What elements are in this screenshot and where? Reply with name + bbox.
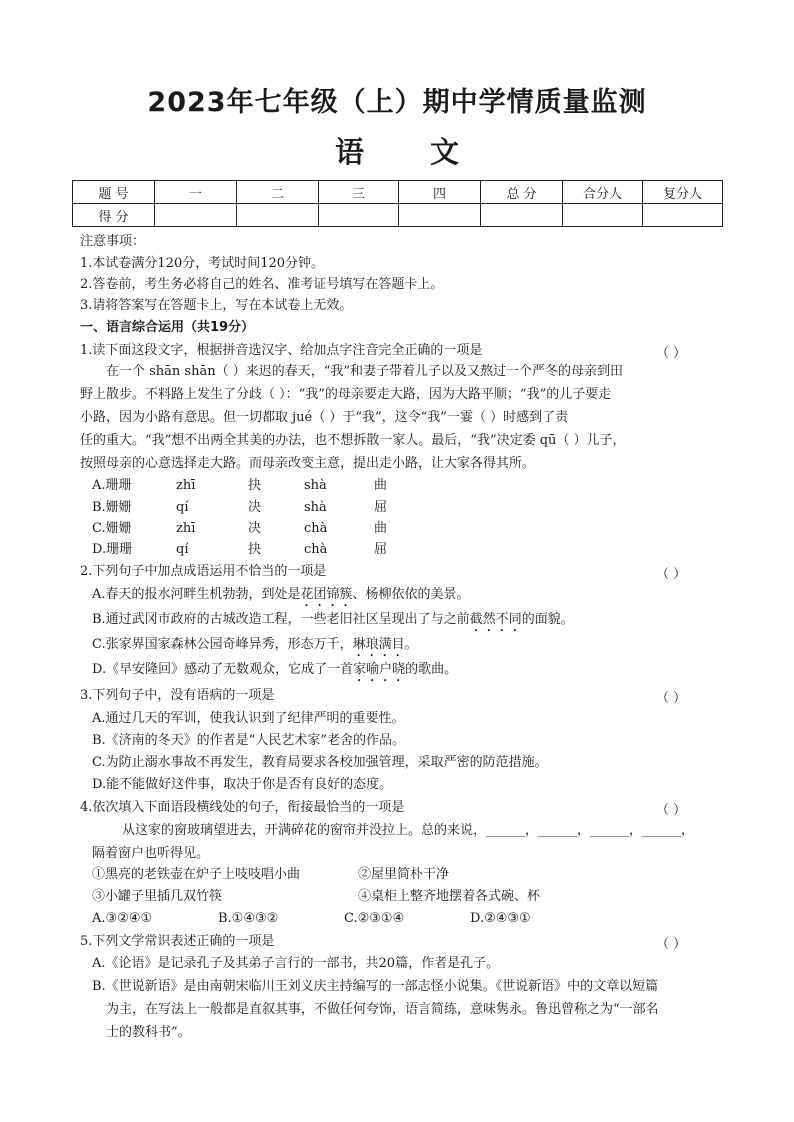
exam-title: 2023年七年级（上）期中学情质量监测 — [147, 87, 647, 118]
q5-option-line: 士的教科书”。 — [106, 1025, 191, 1040]
answer-paren: （ ） — [656, 937, 687, 952]
q4-option: A.③②④① — [92, 911, 153, 926]
score-cell: 题 号 — [73, 181, 155, 204]
q1-passage-line: 野上散步。不料路上发生了分歧（ ）：“我”的母亲要走大路，因为大路平顺；“我”的儿子要走 — [80, 387, 612, 402]
answer-paren: （ ） — [656, 803, 687, 818]
q2-option — [92, 611, 574, 635]
q1-option-cell: chà — [304, 521, 328, 536]
q4-item: ②屋里简朴干净 — [358, 867, 450, 882]
notes-heading: 注意事项： — [80, 234, 146, 249]
question-1-stem: 1.读下面这段文字，根据拼音选汉字、给加点字注音完全正确的一项是 — [80, 343, 483, 358]
q1-option-cell: 曲 — [374, 478, 388, 493]
notes-item: 2.答卷前，考生务必将自己的姓名、准考证号填写在答题卡上。 — [80, 277, 444, 292]
q2-option — [92, 661, 457, 685]
q1-option-cell: shà — [304, 478, 327, 493]
q1-option-cell: A.珊珊 — [92, 478, 132, 493]
score-cell: 四 — [399, 181, 481, 204]
q1-passage-line: 任的重大。“我”想不出两全其美的办法，也不想拆散一家人。最后，“我”决定委 qū（ ）儿子， — [80, 433, 626, 448]
score-cell: 一 — [155, 181, 237, 204]
q4-item: ④桌柜上整齐地摆着各式碗、杯 — [358, 889, 541, 904]
score-table-header-row — [73, 181, 723, 204]
score-cell — [319, 204, 399, 227]
emphasized-idiom: 家喻户晓 — [353, 662, 406, 677]
question-3-stem: 3.下列句子中，没有语病的一项是 — [80, 688, 275, 703]
score-cell: 合分人 — [563, 181, 643, 204]
option-text: C.张家界国家森林公园奇峰异秀，形态万千， — [92, 637, 353, 652]
q1-option-cell: 屈 — [374, 542, 388, 557]
option-text: 的面貌。 — [521, 612, 574, 627]
question-2-stem: 2.下列句子中加点成语运用不恰当的一项是 — [80, 564, 327, 579]
exam-subject: 语 文 — [334, 135, 488, 169]
option-text: A.春天的报水河畔生机勃勃，到处是 — [92, 587, 301, 602]
score-cell — [155, 204, 237, 227]
q1-option-cell: D.珊珊 — [92, 542, 133, 557]
answer-paren: （ ） — [656, 691, 687, 706]
q2-option — [92, 636, 418, 660]
q3-option: A.通过几天的军训，使我认识到了纪律严明的重要性。 — [92, 711, 405, 726]
q1-option-cell: 屈 — [374, 500, 388, 515]
q3-option: C.为防止溺水事故不再发生，教育局要求各校加强管理，采取严密的防范措施。 — [92, 755, 548, 770]
question-5-stem: 5.下列文学常识表述正确的一项是 — [80, 934, 275, 949]
score-cell: 二 — [237, 181, 319, 204]
q1-option-cell: qí — [176, 542, 189, 557]
notes-item: 1.本试卷满分120分，考试时间120分钟。 — [80, 256, 325, 271]
score-cell — [237, 204, 319, 227]
section-heading: 一、语言综合运用（共19分） — [80, 320, 255, 335]
q3-option: D.能不能做好这件事，取决于你是否有良好的态度。 — [92, 777, 393, 792]
score-cell: 复分人 — [643, 181, 723, 204]
score-cell — [481, 204, 563, 227]
q4-item: ①黑亮的老铁壶在炉子上吱吱唱小曲 — [92, 867, 301, 882]
emphasized-idiom: 截然不同 — [469, 612, 522, 627]
q4-passage-line: 从这家的窗玻璃望进去，开满碎花的窗帘并没拉上。总的来说，______，______，______，______， — [122, 823, 695, 838]
q4-option: D.②④③① — [470, 911, 531, 926]
q1-passage-line: 在一个 shān shān（ ）来迟的春天，“我”和妻子带着儿子以及又熬过一个严冬的母亲到田 — [106, 364, 624, 379]
q4-option: C.②③①④ — [344, 911, 405, 926]
emphasized-idiom: 琳琅满目 — [352, 637, 405, 652]
question-4-stem: 4.依次填入下面语段横线处的句子，衔接最恰当的一项是 — [80, 800, 405, 815]
option-text: 的歌曲。 — [405, 662, 458, 677]
score-cell — [399, 204, 481, 227]
q5-option-line: 为主，在写法上一般都是直叙其事，不做任何夸饰，语言简练，意味隽永。鲁迅曾称之为“一部名 — [106, 1002, 659, 1017]
q1-passage-line: 按照母亲的心意选择走大路。而母亲改变主意，提出走小路，让大家各得其所。 — [80, 456, 536, 471]
score-cell — [643, 204, 723, 227]
q1-option-cell: 抉 — [248, 478, 262, 493]
option-text: B.通过武冈市政府的古城改造工程，一些老旧社区呈现出了与之前 — [92, 612, 470, 627]
q1-option-cell: chà — [304, 542, 328, 557]
q2-option — [92, 586, 470, 610]
q1-option-cell: 决 — [248, 500, 262, 515]
option-text: 、杨柳依依的美景。 — [352, 587, 470, 602]
score-table-score-row — [73, 204, 723, 227]
answer-paren: （ ） — [656, 346, 687, 361]
q4-item: ③小罐子里插几双竹筷 — [92, 889, 223, 904]
score-cell: 三 — [319, 181, 399, 204]
option-text: 。 — [404, 637, 418, 652]
notes-item: 3.请将答案写在答题卡上，写在本试卷上无效。 — [80, 298, 353, 313]
q1-option-cell: 抉 — [248, 542, 262, 557]
score-cell: 得 分 — [73, 204, 155, 227]
q1-option-cell: shà — [304, 500, 327, 515]
q4-option: B.①④③② — [218, 911, 279, 926]
q1-option-cell: C.姗姗 — [92, 521, 132, 536]
q5-option-line: A.《论语》是记录孔子及其弟子言行的一部书，共20篇，作者是孔子。 — [92, 956, 500, 971]
q1-option-cell: 曲 — [374, 521, 388, 536]
score-cell: 总 分 — [481, 181, 563, 204]
emphasized-idiom: 花团锦簇 — [300, 587, 353, 602]
q1-option-cell: zhī — [176, 478, 196, 493]
score-cell — [563, 204, 643, 227]
q1-option-cell: B.姗姗 — [92, 500, 132, 515]
q1-passage-line: 小路，因为小路有意思。但一切都取 jué（ ）于“我”，这令“我”一霎（ ）时感到了责 — [80, 410, 569, 425]
option-text: D.《早安隆回》感动了无数观众，它成了一首 — [92, 662, 354, 677]
q1-option-cell: zhī — [176, 521, 196, 536]
q1-option-cell: 决 — [248, 521, 262, 536]
q4-passage-line: 隔着窗户也听得见。 — [92, 846, 210, 861]
q5-option-line: B.《世说新语》是由南朝宋临川王刘义庆主持编写的一部志怪小说集。《世说新语》中的文章以短篇 — [92, 979, 659, 994]
answer-paren: （ ） — [656, 567, 687, 582]
q3-option: B.《济南的冬天》的作者是“人民艺术家”老舍的作品。 — [92, 733, 405, 748]
score-table — [72, 180, 723, 227]
q1-option-cell: qí — [176, 500, 189, 515]
